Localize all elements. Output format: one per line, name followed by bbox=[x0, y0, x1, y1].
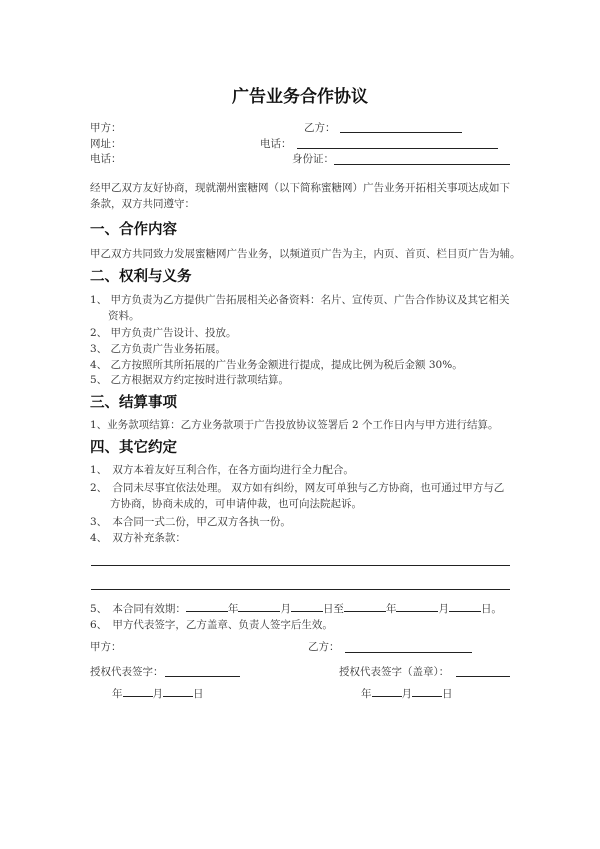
year-label: 年 bbox=[227, 603, 239, 615]
day-label: 日 bbox=[442, 688, 453, 700]
id-card-field[interactable] bbox=[334, 164, 510, 165]
list-item: 3、 本合同一式二份，甲乙双方各执一份。 bbox=[90, 516, 291, 528]
month-field[interactable] bbox=[123, 686, 153, 697]
phone-field[interactable] bbox=[297, 148, 498, 149]
party-a-label: 甲方： bbox=[90, 122, 122, 134]
supplement-line[interactable] bbox=[91, 565, 510, 566]
phone-label-left: 电话： bbox=[90, 153, 122, 165]
sign-party-b-field[interactable] bbox=[345, 652, 472, 653]
id-card-label: 身份证： bbox=[292, 153, 334, 165]
supplement-line[interactable] bbox=[91, 589, 510, 590]
list-item: 4、 双方补充条款： bbox=[90, 532, 186, 544]
start-year-field[interactable] bbox=[186, 601, 228, 612]
month-label: 月 bbox=[401, 688, 412, 700]
auth-b-label: 授权代表签字（盖章）： bbox=[339, 666, 450, 678]
date-a-row bbox=[112, 686, 204, 701]
end-month-field[interactable] bbox=[396, 601, 438, 612]
year-label: 年 bbox=[112, 688, 123, 700]
list-item: 1、业务款项结算：乙方业务款项于广告投放协议签署后 2 个工作日内与甲方进行结算。 bbox=[90, 419, 499, 431]
list-item: 6、 甲方代表签字，乙方盖章、负责人签字后生效。 bbox=[90, 619, 333, 631]
start-day-field[interactable] bbox=[291, 601, 323, 612]
list-item: 资料。 bbox=[108, 310, 140, 322]
year-label: 年 bbox=[385, 603, 397, 615]
date-b-row bbox=[361, 686, 453, 701]
day-label: 日 bbox=[193, 688, 204, 700]
section-heading: 一、合作内容 bbox=[90, 221, 177, 238]
list-item: 4、 乙方按照所其所拓展的广告业务金额进行提成，提成比例为税后金额 30%。 bbox=[90, 359, 463, 371]
month-label: 月 bbox=[438, 603, 449, 615]
auth-b-field[interactable] bbox=[456, 676, 510, 677]
end-year-field[interactable] bbox=[344, 601, 386, 612]
day-end-label: 日。 bbox=[480, 603, 502, 615]
intro-line: 经甲乙双方友好协商，现就潮州蜜糖网（以下简称蜜糖网）广告业务开拓相关事项达成如下 bbox=[90, 182, 510, 194]
list-item: 1、 甲方负责为乙方提供广告拓展相关必备资料：名片、宣传页、广告合作协议及其它相关 bbox=[90, 294, 510, 306]
year-label: 年 bbox=[361, 688, 372, 700]
phone-label-right: 电话： bbox=[260, 138, 292, 150]
start-month-field[interactable] bbox=[238, 601, 280, 612]
section-heading: 二、权利与义务 bbox=[90, 268, 192, 285]
day-field[interactable] bbox=[412, 686, 442, 697]
section-heading: 四、其它约定 bbox=[90, 439, 177, 456]
auth-a-field[interactable] bbox=[165, 676, 240, 677]
sign-party-b-label: 乙方： bbox=[308, 641, 340, 653]
day-field[interactable] bbox=[163, 686, 193, 697]
section-text: 甲乙双方共同致力发展蜜糖网广告业务，以频道页广告为主，内页、首页、栏目页广告为辅。 bbox=[90, 248, 521, 260]
month-field[interactable] bbox=[372, 686, 402, 697]
day-to-label: 日至 bbox=[322, 603, 344, 615]
party-b-label: 乙方： bbox=[304, 122, 336, 134]
website-label: 网址： bbox=[90, 138, 122, 150]
month-label: 月 bbox=[280, 603, 291, 615]
sign-party-a-label: 甲方： bbox=[90, 641, 122, 653]
section-heading: 三、结算事项 bbox=[90, 394, 177, 411]
auth-a-label: 授权代表签字： bbox=[90, 666, 164, 678]
party-b-field[interactable] bbox=[340, 132, 462, 133]
validity-label: 5、 本合同有效期： bbox=[90, 603, 186, 615]
end-day-field[interactable] bbox=[449, 601, 481, 612]
list-item: 2、 合同未尽事宜依法处理。 双方如有纠纷，网友可单独与乙方协商，也可通过甲方与乙 bbox=[90, 482, 505, 494]
list-item: 5、 乙方根据双方约定按时进行款项结算。 bbox=[90, 374, 290, 386]
list-item: 1、 双方本着友好互利合作，在各方面均进行全力配合。 bbox=[90, 464, 354, 476]
list-item: 方协商，协商未成的，可申请仲裁，也可向法院起诉。 bbox=[110, 498, 362, 510]
month-label: 月 bbox=[152, 688, 163, 700]
list-item: 3、 乙方负责广告业务拓展。 bbox=[90, 343, 227, 355]
list-item: 2、 甲方负责广告设计、投放。 bbox=[90, 327, 237, 339]
intro-line: 条款，双方共同遵守： bbox=[90, 198, 195, 210]
validity-row bbox=[90, 601, 502, 616]
document-title: 广告业务合作协议 bbox=[232, 87, 368, 107]
